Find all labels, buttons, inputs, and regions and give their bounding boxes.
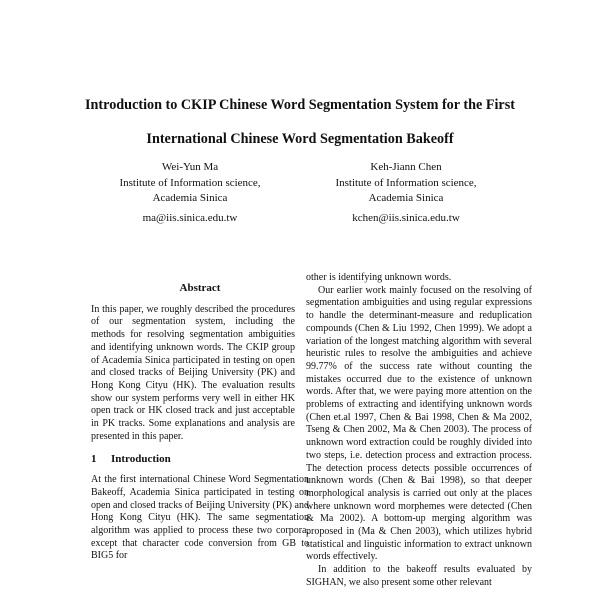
body-paragraph: Our earlier work mainly focused on the resolving of segmentation ambiguities and using regular expressions to handle the determinant-measure and reduplication compounds (Chen & Liu 1992, Chen 1999). We adopt a variation of the longest matching algorithm with several heuristic rules to resolve the ambiguities and achieve 99.77% of the success rate without counting the mistakes occurred due to the existence of unknown words. After that, we were paying more attention on the problems of extracting and identifying unknown words (Chen et.al 1997, Chen & Bai 1998, Chen & Ma 2002, Tseng & Chen 2002, Ma & Chen 2003). The process of unknown word extraction could be roughly divided into two steps, i.e. detection process and extraction process. The detection process detects possible occurrences of unknown words (Chen & Bai 1998), so that deeper morphological analysis is carried out only at the places where unknown word morphemes were detected (Chen & Ma 2002). A bottom-up merging algorithm was proposed in (Ma & Chen 2003), which utilizes hybrid statistical and linguistic information to extract unknown words effectively. bbox=[306, 284, 532, 563]
body-paragraph: In addition to the bakeoff results evaluated by SIGHAN, we also present some other relevant bbox=[306, 564, 532, 588]
author-affiliation: Institute of Information science, bbox=[119, 176, 261, 189]
author-name: Keh-Jiann Chen bbox=[370, 161, 442, 173]
author-email: kchen@iis.sinica.edu.tw bbox=[352, 211, 460, 224]
author-name: Wei-Yun Ma bbox=[161, 161, 219, 173]
author-block-1 bbox=[90, 160, 290, 226]
intro-paragraph: At the first international Chinese Word Segmentation Bakeoff, Academia Sinica participated in testing on open and closed tracks of Beijing University (PK) and Hong Kong Cityu (HK). The same segmentation algorithm was applied to process these two corpora, except that character code conversion from GB to BIG5 for bbox=[91, 474, 309, 562]
author-email: ma@iis.sinica.edu.tw bbox=[142, 211, 238, 224]
author-affiliation: Institute of Information science, bbox=[335, 176, 477, 189]
paper-title-line-1: Introduction to CKIP Chinese Word Segmentation System for the First bbox=[85, 97, 515, 113]
paper-title-line-2: International Chinese Word Segmentation Bakeoff bbox=[146, 131, 454, 147]
abstract-text: In this paper, we roughly described the procedures of our segmentation system, including the methods for resolving segmentation ambiguities and identifying unknown words. The CKIP group of Academia Sinica participated in testing on open and closed tracks of Beijing University (PK) and Hong Kong Cityu (HK). The evaluation results show our system performs very well in either HK open track or HK closed track and just acceptable in PK tracks. Some explanations and analysis are presented in this paper. bbox=[91, 303, 295, 442]
author-institution: Academia Sinica bbox=[368, 192, 444, 205]
left-column bbox=[91, 282, 309, 563]
section-heading bbox=[91, 453, 309, 466]
body-paragraph-continued: other is identifying unknown words. bbox=[306, 272, 452, 283]
author-institution: Academia Sinica bbox=[152, 192, 228, 205]
section-title: Introduction bbox=[111, 453, 171, 466]
abstract-heading: Abstract bbox=[179, 282, 221, 294]
author-block-2 bbox=[306, 160, 506, 226]
right-column bbox=[306, 272, 532, 590]
section-number: 1 bbox=[91, 453, 97, 466]
